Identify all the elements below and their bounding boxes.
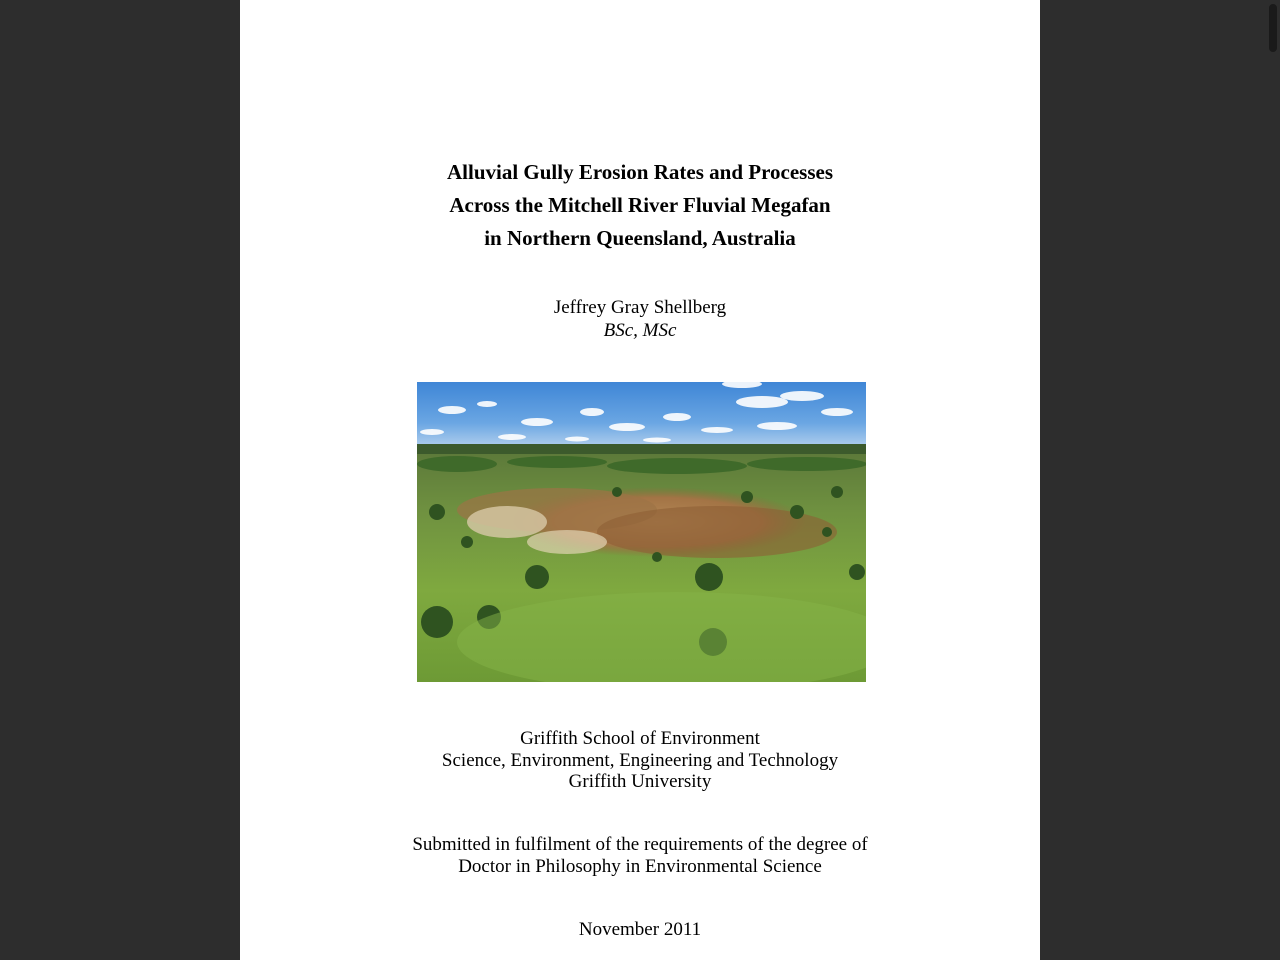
title-line-3: in Northern Queensland, Australia — [484, 226, 796, 250]
submission-line-2: Doctor in Philosophy in Environmental Science — [458, 856, 822, 877]
vertical-scrollbar[interactable] — [1266, 0, 1280, 960]
affiliation-university: Griffith University — [568, 771, 712, 792]
document-page — [240, 0, 1040, 960]
submission-statement — [240, 834, 1040, 878]
affiliation-group: Science, Environment, Engineering and Technology — [441, 749, 839, 771]
scrollbar-thumb[interactable] — [1269, 4, 1277, 52]
affiliation-school: Griffith School of Environment — [520, 728, 760, 749]
cover-photo-gully-erosion — [417, 382, 866, 682]
title-line-2: Across the Mitchell River Fluvial Megafan — [449, 193, 831, 217]
author-name: Jeffrey Gray Shellberg — [553, 297, 727, 318]
affiliation-block — [240, 728, 1040, 793]
title-line-1: Alluvial Gully Erosion Rates and Processes — [446, 160, 833, 184]
thesis-title — [240, 156, 1040, 255]
author-degrees: BSc, MSc — [603, 320, 677, 341]
submission-date: November 2011 — [578, 919, 702, 940]
submission-line-1: Submitted in fulfilment of the requirements of the degree of — [412, 834, 868, 855]
